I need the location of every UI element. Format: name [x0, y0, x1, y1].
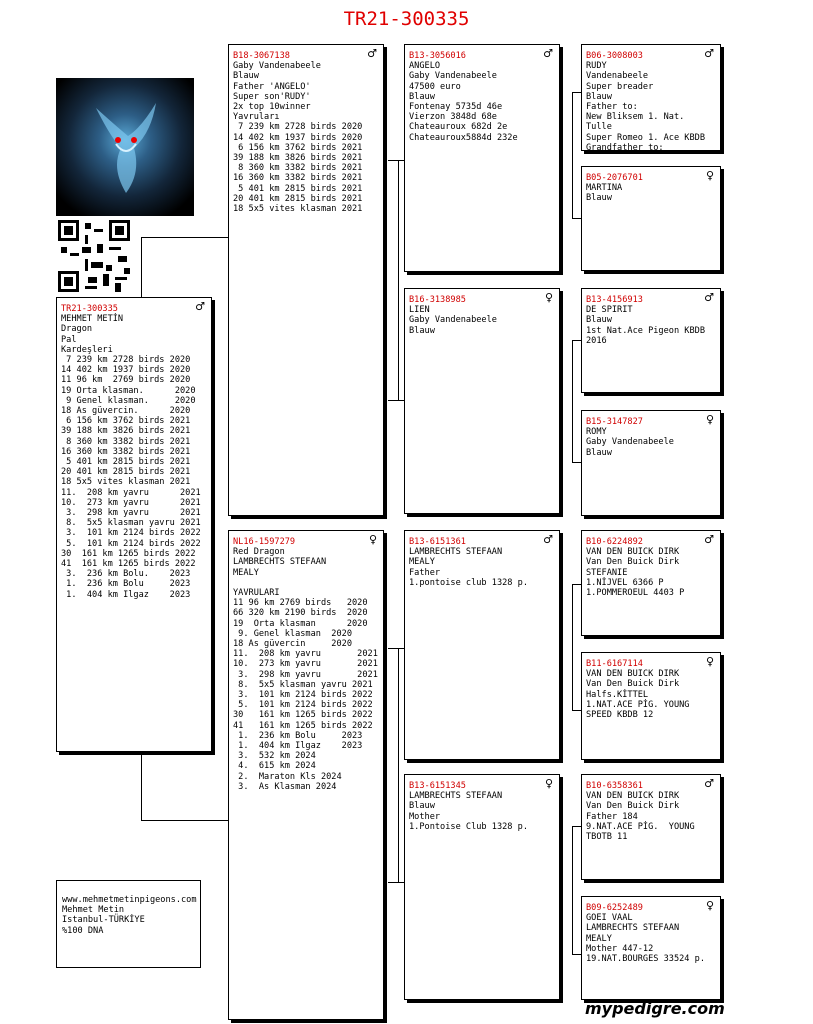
connector	[572, 826, 573, 954]
card-line: 4. 615 km 2024	[233, 761, 316, 772]
female-icon: ♀	[705, 655, 714, 668]
connector	[572, 92, 573, 218]
card-line: LAMBRECHTS STEFAAN	[409, 547, 503, 558]
card-line: VAN DEN BUICK DIRK	[586, 791, 680, 802]
card-line: Super Romeo 1. Ace KBDB	[586, 132, 705, 143]
card-line: Vierzon 3848d 68e	[409, 112, 497, 123]
card-line: 3. 532 km 2024	[233, 751, 316, 762]
male-icon: ♂	[195, 300, 205, 313]
card-line: 1.NİJVEL 6366 P	[586, 577, 664, 588]
card-line: Grandfather to:	[586, 142, 664, 151]
grandsire-paternal-card[interactable]	[404, 44, 560, 272]
female-icon: ♀	[368, 533, 377, 546]
connector	[388, 400, 404, 401]
card-line: 2x top 10winner	[233, 102, 311, 113]
card-line: MEALY	[409, 557, 435, 568]
card-line: Tulle	[586, 122, 612, 133]
card-line: Gaby Vandenabeele	[586, 437, 674, 448]
card-line: Van Den Buick Dirk	[586, 679, 680, 690]
female-icon: ♀	[544, 777, 553, 790]
card-line: 3. 298 km yavru 2021	[233, 669, 378, 680]
card-line: 1. 236 km Bolu 2023	[233, 730, 363, 741]
ancestor-card[interactable]	[581, 896, 721, 1000]
card-line: Kardeşleri	[61, 344, 113, 355]
granddam-paternal-card[interactable]	[404, 288, 560, 514]
connector	[388, 160, 404, 161]
card-line: 9 Genel klasman. 2020	[61, 395, 196, 406]
card-line: 5. 101 km 2124 birds 2022	[233, 700, 373, 711]
card-line: 5 401 km 2815 birds 2021	[61, 457, 191, 468]
card-line: Blauw	[409, 325, 435, 336]
card-line: 8 360 km 3382 birds 2021	[233, 163, 363, 174]
ancestor-card[interactable]	[581, 652, 721, 760]
male-icon: ♂	[543, 47, 553, 60]
card-line: 20 401 km 2815 birds 2021	[233, 193, 363, 204]
card-line: LAMBRECHTS STEFAAN	[409, 791, 503, 802]
ring-number: B18-3067138	[233, 51, 290, 61]
card-line: RUDY	[586, 61, 607, 72]
card-line: 6 156 km 3762 birds 2021	[61, 416, 191, 427]
card-line: 30 161 km 1265 birds 2022	[61, 548, 196, 559]
card-line: 3. 298 km yavru 2021	[61, 508, 201, 519]
card-line: 19 Orta klasman 2020	[233, 618, 368, 629]
card-line: Dragon	[61, 324, 93, 335]
footer-line: %100 DNA	[62, 925, 104, 936]
ring-number: B13-3056016	[409, 51, 466, 61]
card-line: 3. 101 km 2124 birds 2022	[61, 528, 201, 539]
card-line: 14 402 km 1937 birds 2020	[233, 132, 363, 143]
ring-number: B13-4156913	[586, 295, 643, 305]
brand-logo[interactable]: mypedigre.com	[585, 999, 725, 1018]
card-line: Gaby Vandenabeele	[409, 315, 497, 326]
card-line: Father	[409, 567, 441, 578]
ring-number: NL16-1597279	[233, 537, 296, 547]
card-line: New Bliksem 1. Nat.	[586, 112, 685, 123]
card-line: MEHMET METİN	[61, 314, 124, 325]
ring-number: B11-6167114	[586, 659, 643, 669]
card-line: 7 239 km 2728 birds 2020	[61, 355, 191, 366]
card-line: Blauw	[233, 71, 259, 82]
footer-line: Mehmet Metin	[62, 905, 125, 916]
ring-number: B13-6151345	[409, 781, 466, 791]
card-line: Super son'RUDY'	[233, 91, 311, 102]
card-line: 41 161 km 1265 birds 2022	[61, 559, 196, 570]
card-line: Father 184	[586, 811, 638, 822]
card-line: ROMY	[586, 427, 607, 438]
card-line: 3. 101 km 2124 birds 2022	[233, 690, 373, 701]
card-line: 18 As güvercin. 2020	[61, 406, 191, 417]
card-line: Van Den Buick Dirk	[586, 801, 680, 812]
ring-number: B10-6224892	[586, 537, 643, 547]
subject-card[interactable]	[56, 297, 212, 752]
card-line: 11 96 km 2769 birds 2020	[61, 375, 191, 386]
card-line: 39 188 km 3826 birds 2021	[61, 426, 191, 437]
card-line: 1.Pontoise Club 1328 p.	[409, 821, 528, 832]
dragon-photo	[56, 78, 194, 216]
ancestor-card[interactable]	[581, 288, 721, 393]
connector	[572, 710, 581, 711]
card-line: Father to:	[586, 102, 638, 113]
card-line: MEALY	[233, 567, 259, 578]
card-line: 9.NAT.ACE PİG. YOUNG	[586, 821, 695, 832]
connector	[572, 218, 581, 219]
connector	[398, 160, 399, 400]
card-line	[233, 578, 379, 588]
card-line: 16 360 km 3382 birds 2021	[61, 446, 191, 457]
card-line: 1.pontoise club 1328 p.	[409, 577, 528, 588]
card-line: Blauw	[409, 91, 435, 102]
card-line: Pal	[61, 334, 77, 345]
female-icon: ♀	[705, 899, 714, 912]
card-line: Blauw	[586, 193, 612, 204]
dam-card[interactable]	[228, 530, 384, 1020]
female-icon: ♀	[705, 413, 714, 426]
card-line: Super breader	[586, 81, 654, 92]
card-line: SPEED KBDB 12	[586, 710, 654, 721]
connector	[388, 648, 404, 649]
card-line: 9. Genel klasman 2020	[233, 628, 352, 639]
connector	[141, 752, 142, 820]
card-line: Vandenabeele	[586, 71, 649, 82]
ring-number: B15-3147827	[586, 417, 643, 427]
card-line: ANGELO	[409, 61, 441, 72]
ancestor-card[interactable]	[581, 410, 721, 516]
card-line: 20 401 km 2815 birds 2021	[61, 467, 191, 478]
card-line: 30 161 km 1265 birds 2022	[233, 710, 373, 721]
connector	[141, 820, 228, 821]
connector	[572, 826, 581, 827]
card-line: Gaby Vandenabeele	[409, 71, 497, 82]
connector	[572, 340, 573, 462]
card-line: 19 Orta klasman. 2020	[61, 385, 196, 396]
male-icon: ♂	[367, 47, 377, 60]
card-line: Gaby Vandenabeele	[233, 61, 321, 72]
card-line: 8. 5x5 klasman yavru 2021	[233, 679, 373, 690]
card-line: 5. 101 km 2124 birds 2022	[61, 538, 201, 549]
card-line: 7 239 km 2728 birds 2020	[233, 122, 363, 133]
card-line: 19.NAT.BOURGES 33524 p.	[586, 954, 705, 965]
card-line: Mother 447-12	[586, 943, 654, 954]
connector	[141, 237, 142, 297]
card-line: 18 As güvercin 2020	[233, 639, 352, 650]
connector	[572, 954, 581, 955]
male-icon: ♂	[704, 777, 714, 790]
connector	[572, 584, 573, 710]
card-line: 8. 5x5 klasman yavru 2021	[61, 518, 201, 529]
ring-number: B05-2076701	[586, 173, 643, 183]
card-line: 1st Nat.Ace Pigeon KBDB	[586, 325, 705, 336]
card-line: GOEI VAAL	[586, 913, 633, 924]
card-line: 1. 404 km Ilgaz 2023	[61, 589, 191, 600]
card-line: 18 5x5 vites klasman 2021	[233, 204, 363, 215]
card-line: 1.NAT.ACE PİG. YOUNG	[586, 699, 690, 710]
card-line: 3. As Klasman 2024	[233, 781, 337, 792]
ancestor-card[interactable]	[581, 166, 721, 271]
card-line: 10. 273 km yavru 2021	[233, 659, 378, 670]
card-line: 6 156 km 3762 birds 2021	[233, 142, 363, 153]
card-line: 16 360 km 3382 birds 2021	[233, 173, 363, 184]
male-icon: ♂	[704, 291, 714, 304]
male-icon: ♂	[704, 533, 714, 546]
female-icon: ♀	[705, 169, 714, 182]
card-line: Blauw	[586, 447, 612, 458]
ancestor-card[interactable]	[581, 44, 721, 151]
pedigree-title: TR21-300335	[343, 8, 470, 30]
card-line: Blauw	[586, 315, 612, 326]
connector	[398, 648, 399, 882]
ring-number: B06-3008003	[586, 51, 643, 61]
ring-number: B13-6151361	[409, 537, 466, 547]
connector	[572, 462, 581, 463]
card-line: YAVRULARI	[233, 588, 280, 599]
ancestor-card[interactable]	[581, 774, 721, 880]
card-line: 2. Maraton Kls 2024	[233, 771, 342, 782]
card-line: Fontenay 5735d 46e	[409, 102, 503, 113]
card-line: LAMBRECHTS STEFAAN	[586, 923, 680, 934]
card-line: TBOTB 11	[586, 832, 628, 843]
card-line: Blauw	[409, 801, 435, 812]
card-line: Halfs.KİTTEL	[586, 689, 649, 700]
card-line: 8 360 km 3382 birds 2021	[61, 436, 191, 447]
card-line: 14 402 km 1937 birds 2020	[61, 365, 191, 376]
ring-number: B09-6252489	[586, 903, 643, 913]
card-line: MARTINA	[586, 183, 623, 194]
footer-line: www.mehmetmetinpigeons.com	[62, 895, 197, 905]
connector	[572, 584, 581, 585]
card-line: LIEN	[409, 305, 430, 316]
card-line: VAN DEN BUICK DIRK	[586, 669, 680, 680]
male-icon: ♂	[704, 47, 714, 60]
card-line: 1.POMMEROEUL 4403 P	[586, 588, 685, 599]
card-line: 11. 208 km yavru 2021	[233, 649, 378, 660]
ring-number: B16-3138985	[409, 295, 466, 305]
card-line: Chateauroux5884d 232e	[409, 132, 518, 143]
ancestor-card[interactable]	[581, 530, 721, 636]
card-line: VAN DEN BUICK DIRK	[586, 547, 680, 558]
card-line: LAMBRECHTS STEFAAN	[233, 557, 327, 568]
card-line: Red Dragon	[233, 547, 285, 558]
card-line: 18 5x5 vites klasman 2021	[61, 477, 191, 488]
sire-card[interactable]	[228, 44, 384, 516]
card-line: 1. 236 km Bolu 2023	[61, 579, 191, 590]
card-line: Yavruları	[233, 112, 280, 123]
card-line: 41 161 km 1265 birds 2022	[233, 720, 373, 731]
card-line: 39 188 km 3826 birds 2021	[233, 153, 363, 164]
ring-number: B10-6358361	[586, 781, 643, 791]
card-line: Van Den Buick Dirk	[586, 557, 680, 568]
card-line: STEFANIE	[586, 567, 628, 578]
card-line: 5 401 km 2815 birds 2021	[233, 183, 363, 194]
card-line: 47500 euro	[409, 81, 461, 92]
card-line: DE SPIRIT	[586, 305, 633, 316]
granddam-maternal-card[interactable]	[404, 774, 560, 1000]
breeder-info	[56, 880, 201, 968]
card-line: Mother	[409, 811, 441, 822]
card-line: 10. 273 km yavru 2021	[61, 497, 201, 508]
card-line: 66 320 km 2190 birds 2020	[233, 608, 368, 619]
card-line: Chateauroux 682d 2e	[409, 122, 508, 133]
ring-number: TR21-300335	[61, 304, 118, 314]
qr-code[interactable]	[58, 220, 130, 292]
card-line: MEALY	[586, 933, 612, 944]
footer-line: Istanbul-TÜRKİYE	[62, 915, 145, 926]
female-icon: ♀	[544, 291, 553, 304]
card-line: 2016	[586, 335, 607, 346]
connector	[141, 237, 228, 238]
card-line: 11. 208 km yavru 2021	[61, 487, 201, 498]
card-line: 1. 404 km Ilgaz 2023	[233, 741, 363, 752]
connector	[572, 92, 581, 93]
card-line: 3. 236 km Bolu. 2023	[61, 569, 191, 580]
male-icon: ♂	[543, 533, 553, 546]
card-line: 11 96 km 2769 birds 2020	[233, 598, 368, 609]
connector	[388, 882, 404, 883]
grandsire-maternal-card[interactable]	[404, 530, 560, 760]
card-line: Blauw	[586, 91, 612, 102]
connector	[572, 340, 581, 341]
card-line: Father 'ANGELO'	[233, 81, 311, 92]
